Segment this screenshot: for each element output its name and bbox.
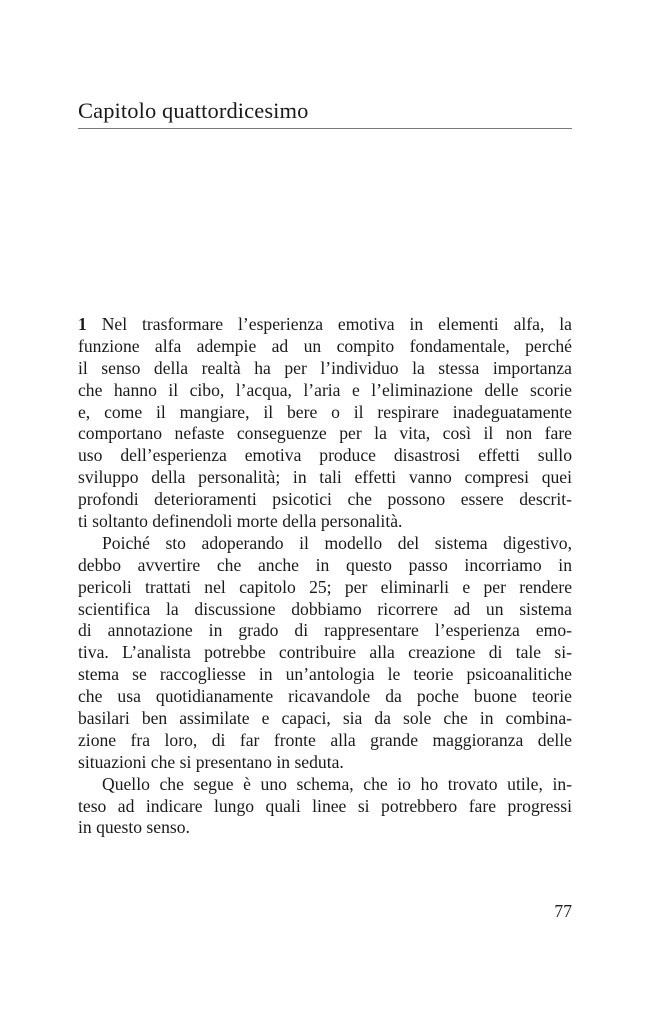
paragraph-1-line: ti soltanto definendoli morte della personalità.: [78, 511, 403, 532]
paragraph-2-line: zione fra loro, di far fronte alla grande maggioranza delle: [78, 729, 572, 750]
paragraph-1-line: uso dell’esperienza emotiva produce disastrosi effetti sullo: [78, 445, 572, 466]
title-rule: [78, 128, 572, 129]
paragraph-2-line: scientifica la discussione dobbiamo ricorrere ad un sistema: [78, 598, 572, 619]
paragraph-1-line: funzione alfa adempie ad un compito fondamentale, perché: [78, 335, 572, 356]
paragraph-2-line: tiva. L’analista potrebbe contribuire alla creazione di tale si-: [78, 642, 572, 663]
paragraph-2-line: basilari ben assimilate e capaci, sia da sole che in combina-: [78, 708, 572, 729]
paragraph-2-line: Poiché sto adoperando il modello del sistema digestivo,: [102, 532, 572, 553]
paragraph-3-line: teso ad indicare lungo quali linee si potrebbero fare progressi: [78, 795, 572, 816]
paragraph-2-line: debbo avvertire che anche in questo passo incorriamo in: [78, 554, 572, 575]
paragraph-3-line: in questo senso.: [78, 817, 190, 838]
paragraph-2-line: pericoli trattati nel capitolo 25; per eliminarli e per rendere: [78, 576, 572, 597]
page-number: 77: [554, 901, 572, 921]
paragraph-1-line: 1 Nel trasformare l’esperienza emotiva in elementi alfa, la: [78, 314, 572, 334]
paragraph-2-line: stema se raccogliesse in un’antologia le teorie psicoanalitiche: [78, 664, 572, 685]
paragraph-1-line: il senso della realtà ha per l’individuo la stessa importanza: [78, 357, 572, 378]
paragraph-1-line: profondi deterioramenti psicotici che possono essere descrit-: [78, 489, 572, 510]
paragraph-3-line: Quello che segue è uno schema, che io ho trovato utile, in-: [102, 773, 572, 794]
paragraph-2-line: che usa quotidianamente ricavandole da poche buone teorie: [78, 686, 572, 707]
paragraph-2-line: situazioni che si presentano in seduta.: [78, 751, 344, 772]
paragraph-1-line: che hanno il cibo, l’acqua, l’aria e l’eliminazione delle scorie: [78, 379, 572, 400]
paragraph-1-line: comportano nefaste conseguenze per la vita, così il non fare: [78, 423, 572, 444]
section-number: 1: [78, 314, 87, 334]
paragraph-2-line: di annotazione in grado di rappresentare l’esperienza emo-: [78, 620, 572, 641]
paragraph-1-line: sviluppo della personalità; in tali effetti vanno compresi quei: [78, 467, 572, 488]
chapter-title: Capitolo quattordicesimo: [78, 98, 309, 123]
paragraph-1-line: e, come il mangiare, il bere o il respirare inadeguatamente: [78, 401, 572, 422]
body-text: [78, 314, 572, 839]
